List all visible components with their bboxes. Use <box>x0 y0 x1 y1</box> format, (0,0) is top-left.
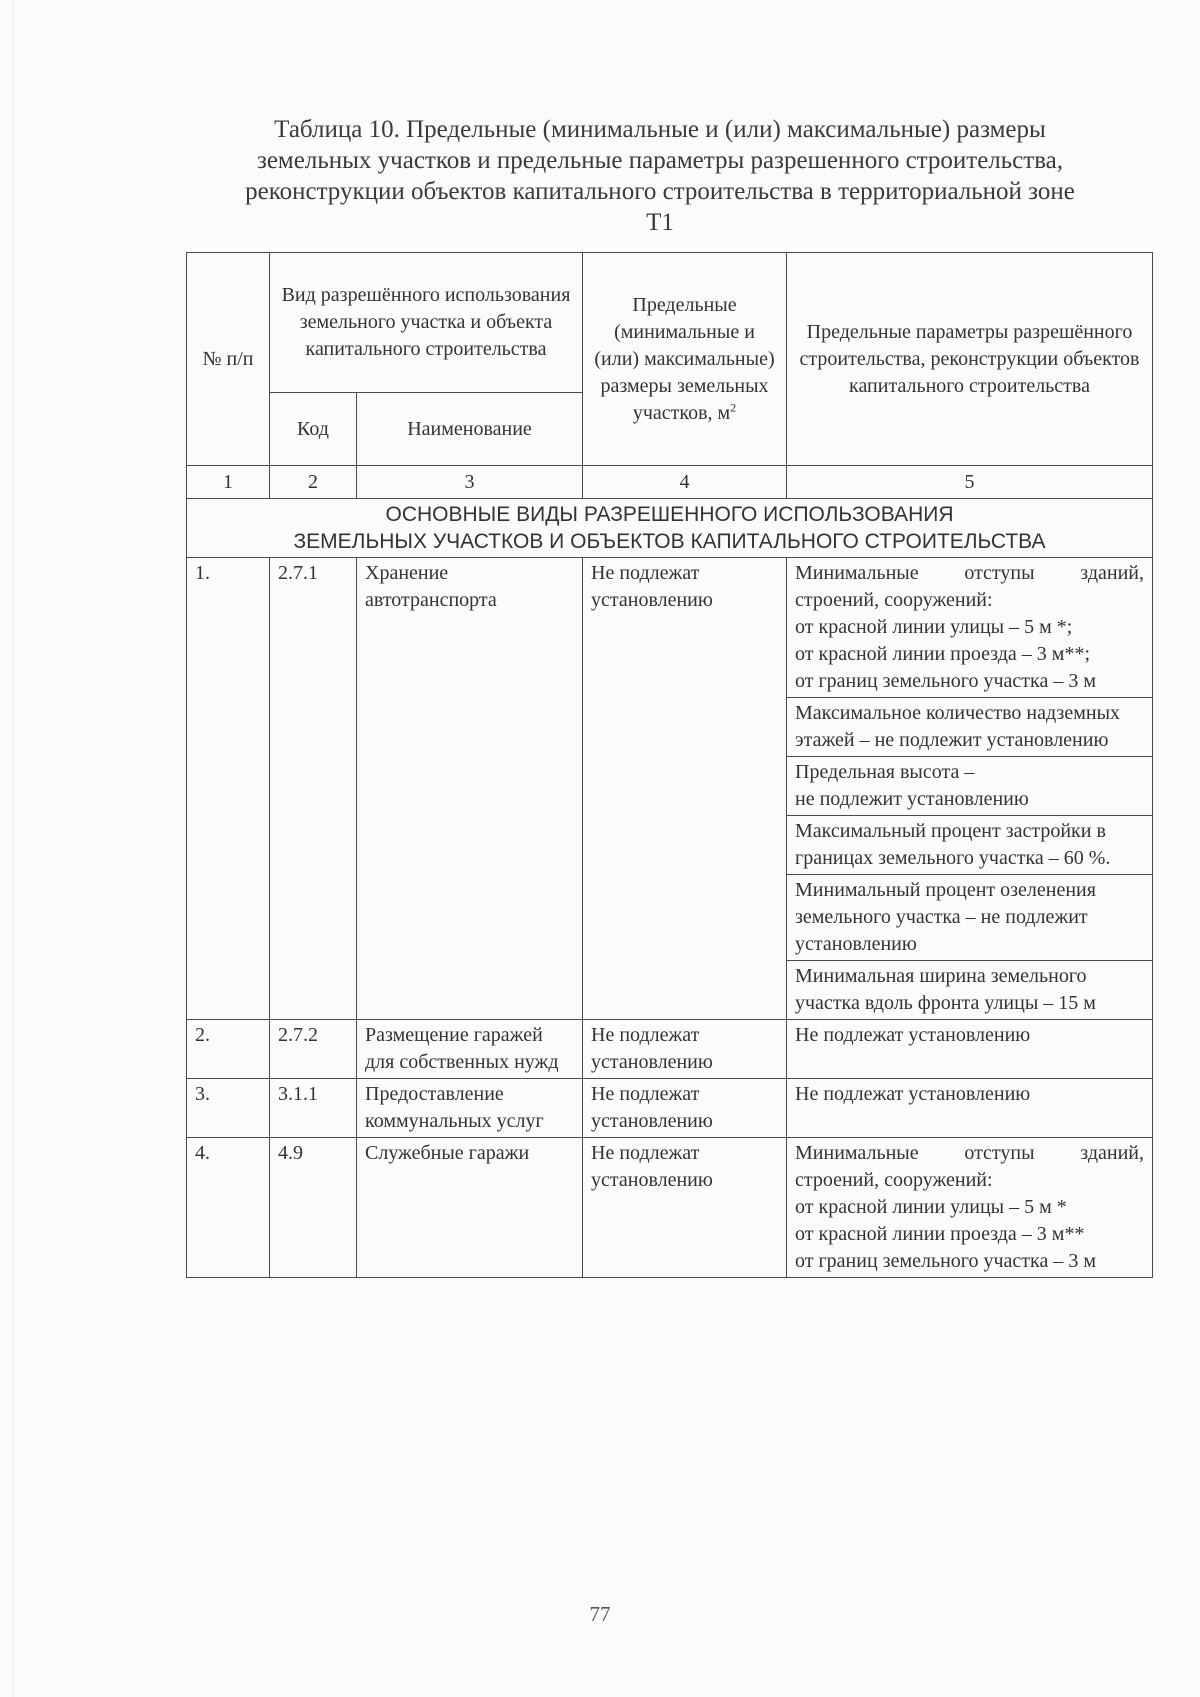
row-code: 2.7.2 <box>270 1020 357 1079</box>
table-row <box>187 1138 1153 1278</box>
row-size: Не подлежат установлению <box>583 1138 787 1278</box>
header-sizes-text: Предельные (минимальные и (или) максимальные) размеры земельных участков, м <box>594 293 775 424</box>
section-title-line: ОСНОВНЫЕ ВИДЫ РАЗРЕШЕННОГО ИСПОЛЬЗОВАНИЯ <box>385 503 954 526</box>
row-num: 1. <box>187 558 270 1020</box>
column-number-row <box>187 466 1153 499</box>
title-line: земельных участков и предельные параметры разрешенного строительства, <box>256 147 1064 174</box>
row-name: Хранение автотранспорта <box>357 558 583 1020</box>
header-sizes-sup: 2 <box>730 399 737 414</box>
row-size: Не подлежат установлению <box>583 1079 787 1138</box>
column-number: 1 <box>187 466 270 499</box>
header-params: Предельные параметры разрешённого строительства, реконструкции объектов капитального строительства <box>787 253 1153 466</box>
table-row <box>187 1020 1153 1079</box>
column-number: 3 <box>357 466 583 499</box>
column-number: 4 <box>583 466 787 499</box>
row-name: Предоставление коммунальных услуг <box>357 1079 583 1138</box>
header-name: Наименование <box>357 393 583 466</box>
row-param: Предельная высота – не подлежит установлению <box>787 757 1153 816</box>
row-code: 4.9 <box>270 1138 357 1278</box>
column-number: 2 <box>270 466 357 499</box>
scan-edge <box>12 0 16 1697</box>
header-kod: Код <box>270 393 357 466</box>
row-param: Максимальный процент застройки в границах земельного участка – 60 %. <box>787 816 1153 875</box>
row-param: Не подлежат установлению <box>787 1020 1153 1079</box>
title-line: Т1 <box>646 209 674 236</box>
title-line: реконструкции объектов капитального строительства в территориальной зоне <box>245 178 1075 205</box>
section-title-line: ЗЕМЕЛЬНЫХ УЧАСТКОВ И ОБЪЕКТОВ КАПИТАЛЬНОГО СТРОИТЕЛЬСТВА <box>293 530 1046 553</box>
page-number: 77 <box>589 1602 611 1626</box>
row-param: Не подлежат установлению <box>787 1079 1153 1138</box>
row-size: Не подлежат установлению <box>583 558 787 1020</box>
row-size: Не подлежат установлению <box>583 1020 787 1079</box>
header-vid: Вид разрешённого использования земельного участка и объекта капитального строительства <box>270 253 583 393</box>
row-name: Размещение гаражей для собственных нужд <box>357 1020 583 1079</box>
column-number: 5 <box>787 466 1153 499</box>
table-row <box>187 1079 1153 1138</box>
header-num: № п/п <box>187 253 270 466</box>
row-param: Минимальный процент озеленения земельного участка – не подлежит установлению <box>787 875 1153 961</box>
row-param: Минимальные отступы зданий, строений, сооружений: от красной линии улицы – 5 м *; от красной линии проезда – 3 м**; от границ земельного участка – 3 м <box>787 558 1153 698</box>
row-num: 2. <box>187 1020 270 1079</box>
section-row <box>187 499 1153 558</box>
table-row <box>187 558 1153 698</box>
row-param: Минимальная ширина земельного участка вдоль фронта улицы – 15 м <box>787 961 1153 1020</box>
header-sizes <box>583 253 787 466</box>
row-name: Служебные гаражи <box>357 1138 583 1278</box>
row-code: 3.1.1 <box>270 1079 357 1138</box>
title-line: Таблица 10. Предельные (минимальные и (или) максимальные) размеры <box>274 116 1046 143</box>
row-num: 4. <box>187 1138 270 1278</box>
section-title <box>187 499 1153 558</box>
regulations-table <box>186 252 1153 1278</box>
row-num: 3. <box>187 1079 270 1138</box>
row-param: Максимальное количество надземных этажей – не подлежит установлению <box>787 698 1153 757</box>
row-code: 2.7.1 <box>270 558 357 1020</box>
row-param: Минимальные отступы зданий, строений, сооружений: от красной линии улицы – 5 м * от красной линии проезда – 3 м** от границ земельного участка – 3 м <box>787 1138 1153 1278</box>
table-title <box>180 114 1140 238</box>
